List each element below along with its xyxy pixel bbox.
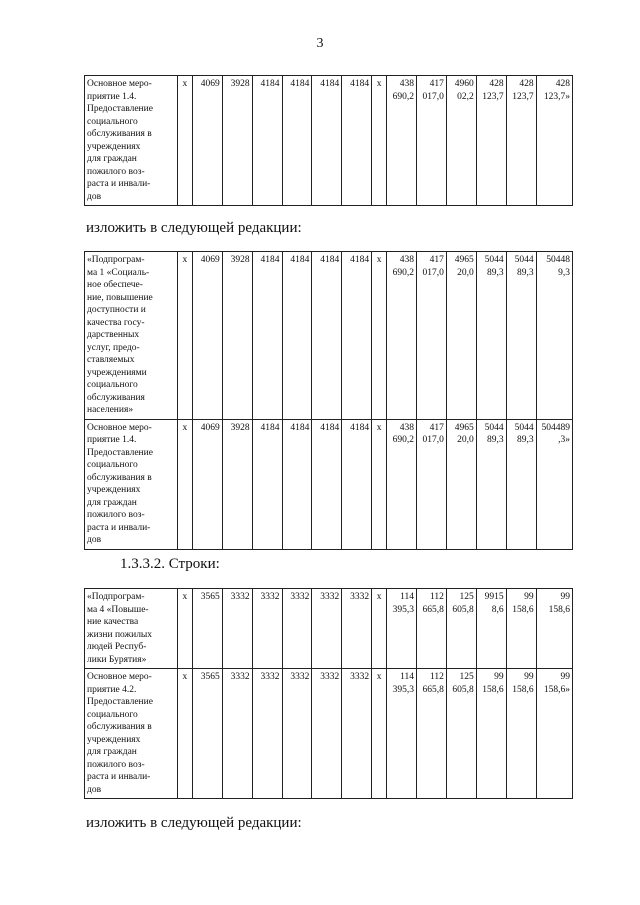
value-cell: 3332 xyxy=(312,669,342,799)
value-cell: 5044 89,3 xyxy=(476,419,506,549)
value-cell: 438 690,2 xyxy=(387,252,417,420)
value-cell: 112 665,8 xyxy=(417,669,447,799)
value-cell: 3565 xyxy=(192,669,222,799)
value-cell: 4184 xyxy=(342,76,372,206)
value-cell: x xyxy=(372,76,387,206)
value-cell: 3332 xyxy=(342,589,372,669)
value-cell: x xyxy=(177,76,192,206)
value-cell: x xyxy=(177,669,192,799)
value-cell: 99 158,6 xyxy=(536,589,572,669)
value-cell: 4184 xyxy=(282,76,312,206)
value-cell: 4960 02,2 xyxy=(446,76,476,206)
value-cell: 417 017,0 xyxy=(417,419,447,549)
value-cell: 4184 xyxy=(342,252,372,420)
value-cell: 3332 xyxy=(252,669,282,799)
value-cell: 114 395,3 xyxy=(387,589,417,669)
row-title-cell: «Подпрограм- ма 1 «Социаль- ное обеспече- ние, повышение доступности и качества госу- дарственных услуг, предо- ставляемых учреждениями социального обслуживания населения» xyxy=(85,252,178,420)
value-cell: 3332 xyxy=(252,589,282,669)
value-cell: 4965 20,0 xyxy=(446,419,476,549)
value-cell: x xyxy=(372,419,387,549)
value-cell: 99 158,6 xyxy=(506,669,536,799)
value-cell: x xyxy=(177,419,192,549)
value-cell: 3332 xyxy=(282,589,312,669)
value-cell: 3332 xyxy=(282,669,312,799)
value-cell: 4184 xyxy=(252,252,282,420)
heading-section-rows: 1.3.3.2. Строки: xyxy=(120,556,220,572)
value-cell: 4069 xyxy=(192,419,222,549)
value-cell: 4184 xyxy=(342,419,372,549)
heading-new-edition-2: изложить в следующей редакции: xyxy=(86,815,302,831)
value-cell: 50448 9,3 xyxy=(536,252,572,420)
value-cell: 125 605,8 xyxy=(446,589,476,669)
heading-new-edition: изложить в следующей редакции: xyxy=(86,220,302,236)
value-cell: x xyxy=(372,589,387,669)
value-cell: 4184 xyxy=(312,419,342,549)
value-cell: 99 158,6 xyxy=(506,589,536,669)
value-cell: 4184 xyxy=(252,419,282,549)
value-cell: 4184 xyxy=(312,252,342,420)
value-cell: 5044 89,3 xyxy=(476,252,506,420)
value-cell: 3332 xyxy=(312,589,342,669)
value-cell: 3332 xyxy=(222,669,252,799)
value-cell: 4184 xyxy=(312,76,342,206)
value-cell: 5044 89,3 xyxy=(506,252,536,420)
value-cell: 417 017,0 xyxy=(417,76,447,206)
value-cell: 125 605,8 xyxy=(446,669,476,799)
table-row xyxy=(85,252,573,420)
row-title-cell: Основное меро- приятие 4.2. Предоставление социального обслуживания в учреждениях для граждан пожилого воз- раста и инвали- дов xyxy=(85,669,178,799)
value-cell: 99 158,6» xyxy=(536,669,572,799)
value-cell: 438 690,2 xyxy=(387,76,417,206)
value-cell: 4184 xyxy=(252,76,282,206)
table-original-rows xyxy=(84,75,573,206)
row-title-cell: Основное меро- приятие 1.4. Предоставление социального обслуживания в учреждениях для граждан пожилого воз- раста и инвали- дов xyxy=(85,419,178,549)
table-row xyxy=(85,76,573,206)
value-cell: 9915 8,6 xyxy=(476,589,506,669)
table-row xyxy=(85,589,573,669)
value-cell: 3928 xyxy=(222,252,252,420)
value-cell: 428 123,7 xyxy=(476,76,506,206)
value-cell: x xyxy=(177,589,192,669)
value-cell: 4069 xyxy=(192,76,222,206)
row-title-cell: «Подпрограм- ма 4 «Повыше- ние качества жизни пожилых людей Респуб- лики Бурятия» xyxy=(85,589,178,669)
table-new-edition-rows xyxy=(84,251,573,550)
value-cell: 3565 xyxy=(192,589,222,669)
value-cell: 4069 xyxy=(192,252,222,420)
table-section-rows xyxy=(84,588,573,799)
value-cell: 3928 xyxy=(222,419,252,549)
value-cell: 3332 xyxy=(222,589,252,669)
value-cell: 4184 xyxy=(282,252,312,420)
page-number: 3 xyxy=(316,36,324,51)
value-cell: 4184 xyxy=(282,419,312,549)
table-row xyxy=(85,669,573,799)
value-cell: x xyxy=(372,252,387,420)
value-cell: 428 123,7 xyxy=(506,76,536,206)
value-cell: 3928 xyxy=(222,76,252,206)
value-cell: x xyxy=(177,252,192,420)
table-row xyxy=(85,419,573,549)
value-cell: 99 158,6 xyxy=(476,669,506,799)
value-cell: 417 017,0 xyxy=(417,252,447,420)
value-cell: 114 395,3 xyxy=(387,669,417,799)
value-cell: 3332 xyxy=(342,669,372,799)
value-cell: x xyxy=(372,669,387,799)
value-cell: 504489 ,3» xyxy=(536,419,572,549)
value-cell: 438 690,2 xyxy=(387,419,417,549)
value-cell: 5044 89,3 xyxy=(506,419,536,549)
row-title-cell: Основное меро- приятие 1.4. Предоставление социального обслуживания в учреждениях для граждан пожилого воз- раста и инвали- дов xyxy=(85,76,178,206)
value-cell: 4965 20,0 xyxy=(446,252,476,420)
value-cell: 428 123,7» xyxy=(536,76,572,206)
value-cell: 112 665,8 xyxy=(417,589,447,669)
